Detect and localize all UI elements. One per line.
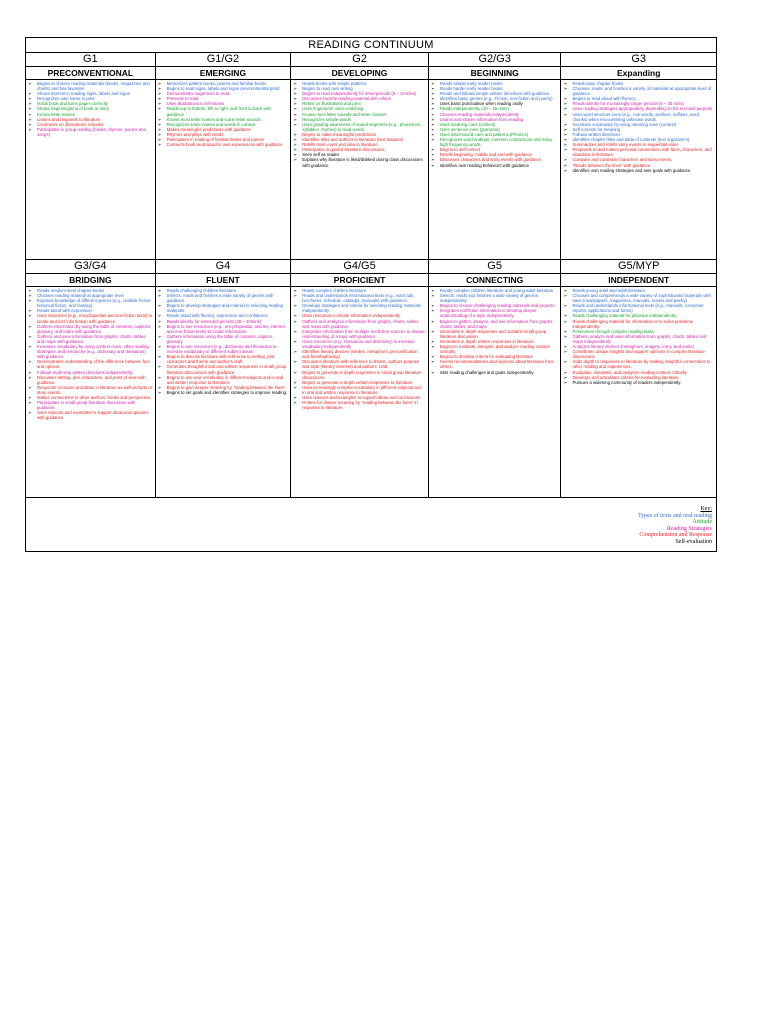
indicator-item: ➢ Begins to choose reading materials (books, magazines and charts) and has favorites — [28, 81, 153, 91]
indicator-item: ➢ Begins to use new vocabulary in different subjects and in oral and written response to literature. — [158, 375, 289, 385]
indicator-item: ➢ Generates in depth responses and sustains small group literature discussion. — [431, 329, 559, 339]
key-entry: Attitude — [692, 519, 712, 526]
indicator-item: ➢ Adds depth to responses to literature by making insightful connections to other reading and experiences. — [563, 359, 714, 369]
stage-column — [26, 260, 156, 497]
continuum-row-1 — [26, 53, 716, 260]
indicator-item: ➢ Analyzes literary devices (metaphors, imagery, irony, and satire) — [563, 344, 714, 349]
indicator-item: ➢ Uses meaning cues (context) — [431, 122, 559, 127]
stage-title: FLUENT — [156, 274, 291, 287]
indicator-item: ➢ Demonstrates understanding of the difference between fact and opinion. — [28, 359, 153, 369]
indicator-item: ➢ Compare and contrasts characters and story events. — [563, 157, 714, 162]
indicator-item: ➢ Reads aloud with expression — [28, 308, 153, 313]
indicator-item: ➢ "Reads between the lines" with guidance. — [563, 163, 714, 168]
indicator-item: ➢ Makes meaningful predictions with guidance — [158, 127, 289, 132]
indicator-item: ➢ Discusses setting, plot, characters, and point of view with guidance. — [28, 375, 153, 385]
indicator-item: ➢ Begins to generate in depth written responses to literature. — [293, 380, 426, 385]
indicator-item: ➢ Responds to issues and ideas in literature as well as facts or story events. — [28, 385, 153, 395]
indicator-item: ➢ Reads and understands informational texts (e.g., want ads, brochures, schedule, catalogs, manuals) with guidance. — [293, 293, 426, 303]
grade-label: G5/MYP — [561, 260, 716, 274]
indicator-item: ➢ Self corrects for meaning — [563, 127, 714, 132]
indicator-list — [26, 287, 155, 420]
stage-title: CONNECTING — [429, 274, 561, 287]
indicator-item: ➢ Chooses reading material at appropriate level — [28, 293, 153, 298]
indicator-item: ➢ Gathers, analyze and uses information from graphs, charts, tables and maps independently. — [563, 334, 714, 344]
indicator-item: ➢ Sees self as reader — [293, 152, 426, 157]
indicator-item: ➢ Recognizes own name in print — [28, 96, 153, 101]
stage-title: BRIDGING — [26, 274, 155, 287]
indicator-item: ➢ Reads easy chapter books — [563, 81, 714, 86]
indicator-item: ➢ Identifies own reading strategies and sets goals with guidance. — [563, 168, 714, 173]
stage-title: INDEPENDENT — [561, 274, 716, 287]
grade-label: G4 — [156, 260, 291, 274]
indicator-item: ➢ Uses resources (e.g., thesaurus and dictionary) to increase vocabulary independently. — [293, 339, 426, 349]
indicator-item: ➢ Begins to develop strategies and criteria for selecting reading materials. — [158, 303, 289, 313]
indicator-item: ➢ Knows most letter names and some letter sounds — [158, 117, 289, 122]
indicator-item: ➢ Uses resources (e.g., encyclopedias and non-fiction texts) to locate and sort information with guidance. — [28, 313, 153, 323]
indicator-item: ➢ Reads challenging material for pleasure independently. — [563, 313, 714, 318]
indicator-item: ➢ Memorizes pattern books, poems and familiar books — [158, 81, 289, 86]
indicator-item: ➢ Reads young adult and adult literature. — [563, 288, 714, 293]
stage-title: Expanding — [561, 67, 716, 80]
indicator-item: ➢ Develops strategies and criteria for selecting reading materials independently. — [293, 303, 426, 313]
indicator-item: ➢ Uses illustrations to tell stories — [158, 101, 289, 106]
indicator-item: ➢ Increases vocabulary by using meaning cues (context) — [563, 122, 714, 127]
indicator-item: ➢ Reads aloud with fluency, expression and confidence. — [158, 313, 289, 318]
key-area — [26, 505, 716, 551]
stage-title: PRECONVENTIONAL — [26, 67, 155, 80]
indicator-item: ➢ Chooses and comprehends a wide variety of sophisticated materials with ease (newspapers, magazines, manuals, novels and poetry) — [563, 293, 714, 303]
indicator-list — [291, 80, 428, 168]
stage-column — [429, 260, 562, 497]
indicator-item: ➢ Reads silently for increasingly longer periods (5 – 30 mins) — [563, 101, 714, 106]
stage-column — [156, 260, 292, 497]
indicator-item: ➢ Begins to read own writing — [293, 86, 426, 91]
indicator-item: ➢ Uses growing awareness of sound segments (e.g., phonemes, syllables, rhymes) to read words — [293, 122, 426, 132]
indicator-item: ➢ Uses increasingly complex vocabulary in different subjects and in oral and written response to literature. — [293, 385, 426, 395]
indicator-item: ➢ Recognizes simple words — [293, 117, 426, 122]
indicator-item: ➢ Uses resources to locate information independently. — [293, 313, 426, 318]
indicator-item: ➢ Reads medium level chapter books — [28, 288, 153, 293]
grade-label: G2 — [291, 53, 428, 67]
stage-title: DEVELOPING — [291, 67, 428, 80]
indicator-item: ➢ Sets reading challenges and goals independently. — [431, 370, 559, 375]
key-entry: Self-evaluation — [675, 538, 712, 545]
indicator-item: ➢ Begins to evaluate, interpret, and analyze reading content critically. — [431, 344, 559, 354]
indicator-item: ➢ Reads and follows simple written directions with guidance — [431, 91, 559, 96]
key-entry: Types of texts and oral reading — [637, 512, 712, 519]
indicator-item: ➢ Begins to read independently for short periods (5 – 10 mins) — [293, 91, 426, 96]
grade-label: G2/G3 — [429, 53, 561, 67]
indicator-item: ➢ Generates thoughtful oral and written responses in small group literature discussions with guidance. — [158, 364, 289, 374]
indicator-item: ➢ Identifies titles and authors in literature (text features) — [293, 137, 426, 142]
indicator-item: ➢ Begins to develop criteria for evaluating literature. — [431, 354, 559, 359]
stage-title: EMERGING — [156, 67, 291, 80]
indicator-item: ➢ Identifies own reading behaviors with guidance — [431, 163, 559, 168]
indicator-item: ➢ Reads simple early reader books — [431, 81, 559, 86]
indicator-item: ➢ Participates in small group literature discussion with guidance. — [28, 400, 153, 410]
continuum-row-2 — [26, 260, 716, 498]
indicator-item: ➢ Integrates information from multiple nonfiction sources to deepen understanding of a topic with guidance. — [293, 329, 426, 339]
indicator-item: ➢ Begins to make meaningful predictions — [293, 132, 426, 137]
key-entry: Comprehension and Response — [639, 532, 712, 539]
reading-continuum-sheet — [25, 37, 717, 552]
indicator-item: ➢ Seems recommendations and opinions about literature from others. — [431, 359, 559, 369]
indicator-list — [429, 80, 561, 168]
indicator-item: ➢ Gathers information using the table of contents, caption, glossary. — [158, 334, 289, 344]
indicator-item: ➢ Holds book and turns pages correctly — [28, 101, 153, 106]
indicator-item: ➢ Reads challenging children literature. — [158, 288, 289, 293]
stage-column — [156, 53, 292, 259]
grade-label: G3/G4 — [26, 260, 155, 274]
indicator-item: ➢ Pursues a widening community of readers independently. — [563, 380, 714, 385]
indicator-item: ➢ Begins to discuss literature with reference to setting, plot, characters and theme and author's craft. — [158, 354, 289, 364]
indicator-item: ➢ Uses letter/sound cues and patterns (Phonics) — [431, 132, 559, 137]
indicator-item: ➢ Uses basic punctuation when reading orally — [431, 101, 559, 106]
indicator-item: ➢ Uses finger/print voice matching — [293, 106, 426, 111]
indicator-item: ➢ Knows letter names — [28, 112, 153, 117]
stage-title: PROFICIENT — [291, 274, 428, 287]
indicator-item: ➢ Connects book read aloud to own experiences with guidance — [158, 142, 289, 147]
indicator-item: ➢ Identifies chapter titles and table of contents (text organizer's) — [563, 137, 714, 142]
indicator-item: ➢ Uses reasons and examples to support ideas and opinions with guidance. — [28, 410, 153, 420]
indicator-list — [156, 80, 291, 147]
indicator-item: ➢ Responds to and makes personal connections with facts, characters, and situations in literature. — [563, 147, 714, 157]
indicator-item: ➢ Begins to gather, analyze, and use information from graphs, charts, tables, and maps. — [431, 319, 559, 329]
indicator-item: ➢ Uses sentence cues (grammar) — [431, 127, 559, 132]
indicator-item: ➢ Perseveres through complex reading tasks — [563, 329, 714, 334]
indicator-item: ➢ Recognizes word endings, common contractions and many high frequency words — [431, 137, 559, 147]
stage-column — [561, 260, 716, 497]
indicator-list — [561, 80, 716, 173]
indicator-item: ➢ Participates in group reading (books, rhymes, poems and songs) — [28, 127, 153, 137]
stage-title: BEGINNING — [429, 67, 561, 80]
indicator-item: ➢ Reads and understands informational texts (e.g., manuals, consumer reports, applications and forms) — [563, 303, 714, 313]
indicator-item: ➢ Explains why literature is liked/disliked during class discussions with guidance — [293, 157, 426, 167]
indicator-item: ➢ Begins to self-correct — [431, 147, 559, 152]
indicator-item: ➢ Reads silently for extended periods (30 – 40mins) — [158, 319, 289, 324]
indicator-item: ➢ Gathers information by using the table of contents, captions, glossary, and index with guidance. — [28, 324, 153, 334]
indicator-item: ➢ Uses word structure cues (e.g., root words, prefixes, suffixes, word chunks) when encountering unknown words. — [563, 112, 714, 122]
stage-column — [291, 53, 429, 259]
grade-label: G4/G5 — [291, 260, 428, 274]
indicator-list — [26, 80, 155, 137]
indicator-item: ➢ Reads harder early reader books — [431, 86, 559, 91]
indicator-item: ➢ Knows most letter sounds and letter clusters — [293, 112, 426, 117]
indicator-list — [429, 287, 561, 375]
indicator-item: ➢ Summarizes and retells story events in sequential order. — [563, 142, 714, 147]
indicator-item: ➢ Listens and responds to literature — [28, 117, 153, 122]
indicator-item: ➢ Generates in depth written responses in literature. — [431, 339, 559, 344]
stage-column — [26, 53, 156, 259]
indicator-item: ➢ Makes connections to other authors, books and perspective. — [28, 395, 153, 400]
indicator-item: ➢ Identifies basic genres (e.g., Fiction, non-fiction and poetry) — [431, 96, 559, 101]
indicator-item: ➢ Begins to read signs, labels and logos (environmental print) — [158, 86, 289, 91]
indicator-item: ➢ Uses reasons and examples to support ideas and conclusions. — [293, 395, 426, 400]
indicator-item: ➢ Shows interest in reading signs, labels and logos — [28, 91, 153, 96]
indicator-item: ➢ Reads books with simple patterns — [293, 81, 426, 86]
indicator-item: ➢ Relies on illustrations and print — [293, 101, 426, 106]
indicator-item: ➢ Begins to gain deeper meaning by "reading between the lines" — [158, 385, 289, 390]
indicator-item: ➢ Recognizes some names and words in context — [158, 122, 289, 127]
indicator-item: ➢ Reads complex children literature. — [293, 288, 426, 293]
indicator-item: ➢ Participates in reading of familiar books and poems — [158, 137, 289, 142]
indicator-item: ➢ Demonstrates eagerness to read — [158, 91, 289, 96]
indicator-item: ➢ Begins to choose challenging reading materials and projects. — [431, 303, 559, 308]
indicator-item: ➢ Begins to generate in depth responses in small group literature discussions. — [293, 370, 426, 380]
indicator-item: ➢ Begins to read aloud with fluency. — [563, 96, 714, 101]
key-entry: Reading Strategies — [666, 525, 712, 532]
indicator-item: ➢ Shows beginning/end of book or story — [28, 106, 153, 111]
grade-label: G5 — [429, 260, 561, 274]
grade-label: G1 — [26, 53, 155, 67]
indicator-item: ➢ Follows written directions — [563, 132, 714, 137]
indicator-item: ➢ Learns and shares information from reading — [431, 117, 559, 122]
indicator-item: ➢ Selects, reads and finishes a wide variety of genres independently. — [431, 293, 559, 303]
indicator-item: ➢ Participates in guided literature discussions — [293, 147, 426, 152]
page-title: READING CONTINUUM — [26, 38, 716, 53]
indicator-item: ➢ Discusses favorite reading material with others — [293, 96, 426, 101]
grade-label: G3 — [561, 53, 716, 67]
indicator-item: ➢ Pretends to read — [158, 96, 289, 101]
indicator-item: ➢ Begins to use resources (e.g., dictionary and thesaurus to increase vocabulary in different subject areas. — [158, 344, 289, 354]
indicator-item: ➢ Reads challenging material for information or to solve problems independently. — [563, 319, 714, 329]
indicator-item: ➢ Selects, reads and finishes a wide variety of genres with guidance. — [158, 293, 289, 303]
indicator-item: ➢ Retells main event and idea in literature — [293, 142, 426, 147]
stage-column — [291, 260, 429, 497]
indicator-item: ➢ Increases vocabulary by using context clues, other reading strategies, and resources (e.g., dictionary and thesaurus) with guidance. — [28, 344, 153, 359]
indicator-list — [291, 287, 428, 410]
indicator-list — [561, 287, 716, 385]
indicator-item: ➢ Retells beginning, middle and end with guidance — [431, 152, 559, 157]
indicator-item: ➢ Probes for deeper meaning by "reading between the lines" in response to literature. — [293, 400, 426, 410]
indicator-item: ➢ Develops and articulates criteria for evaluating literature. — [563, 375, 714, 380]
indicator-item: ➢ Chooses, reads, and finishes a variety of materials at appropriate level of guidance. — [563, 86, 714, 96]
indicator-item: ➢ Reads top to bottom, left to right, and front to back with guidance — [158, 106, 289, 116]
stage-column — [429, 53, 562, 259]
indicator-item: ➢ Reads independently (10 – 15 mins) — [431, 106, 559, 111]
indicator-item: ➢ Gathers and uses information from graphs, charts, tables and maps with guidance. — [28, 334, 153, 344]
indicator-item: ➢ Contributes unique insights and support opinions in complex literature discussions. — [563, 349, 714, 359]
indicator-item: ➢ Chooses reading materials independently — [431, 112, 559, 117]
indicator-item: ➢ Follows multi-step written directions independently. — [28, 370, 153, 375]
indicator-item: ➢ Begins to set goals and identifies strategies to improve reading. — [158, 390, 289, 395]
indicator-item: ➢ Begins to use resources (e.g., encyclopedias, articles, internet, and non-fiction texts) to locate information. — [158, 324, 289, 334]
indicator-list — [156, 287, 291, 395]
indicator-item: ➢ Reads complex children literature and young adult literature. — [431, 288, 559, 293]
color-key — [638, 506, 712, 546]
indicator-item: ➢ Uses reading strategies appropriately, depending on the text and purpose. — [563, 106, 714, 111]
indicator-item: ➢ Comments on illustrations in books — [28, 122, 153, 127]
indicator-item: ➢ Discusses characters and story events with guidance — [431, 157, 559, 162]
indicator-item: ➢ Discusses literature with reference to theme, authors purpose and style (literary element) and authors' craft. — [293, 359, 426, 369]
key-title: Key: — [700, 506, 712, 512]
indicator-item: ➢ Rhymes and plays with words — [158, 132, 289, 137]
indicator-item: ➢ Evaluates, interprets, and analyzes reading content critically. — [563, 370, 714, 375]
stage-column — [561, 53, 716, 259]
indicator-item: ➢ Gathers and analyzes information from graphs, charts, tables and maps with guidance. — [293, 319, 426, 329]
indicator-item: ➢ Integrates nonfiction information to develop deeper understanding of a topic independently. — [431, 308, 559, 318]
indicator-item: ➢ Expands knowledge of different genres (e.g., realistic fiction, historical fiction, and fantasy) — [28, 298, 153, 308]
indicator-item: ➢ Identifies literary devices (similes, metaphors, personification and foreshadowing) — [293, 349, 426, 359]
grade-label: G1/G2 — [156, 53, 291, 67]
